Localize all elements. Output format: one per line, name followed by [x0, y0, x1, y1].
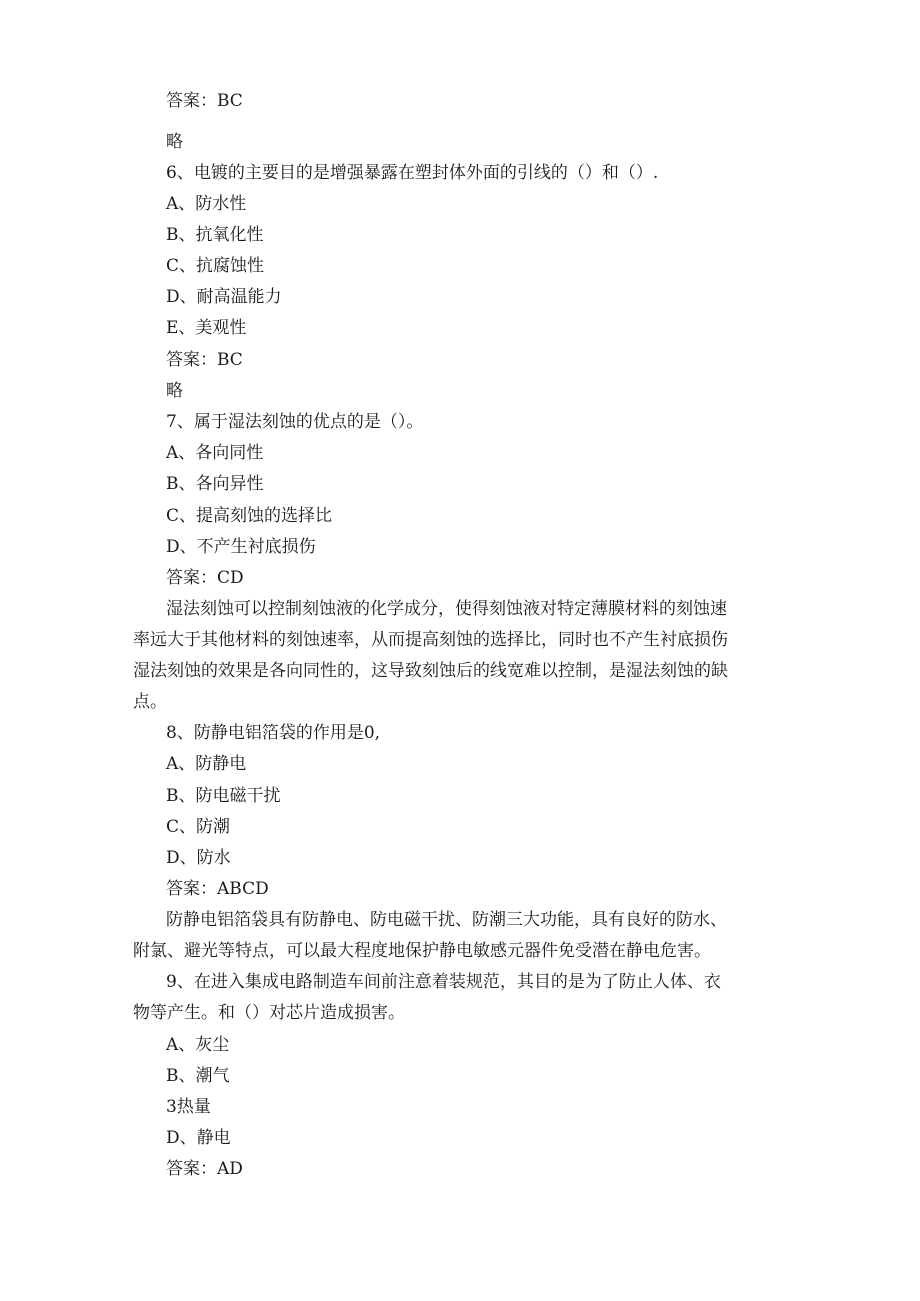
explanation-q7-line-2: 率远大于其他材料的刻蚀速率，从而提高刻蚀的选择比，同时也不产生衬底损伤: [133, 630, 728, 650]
answer-q7: 答案：CD: [166, 568, 244, 588]
question-8: 8、防静电铝箔袋的作用是0,: [166, 723, 381, 743]
option-q9-b: B、潮气: [166, 1066, 230, 1086]
option-q6-c: C、抗腐蚀性: [166, 256, 265, 276]
option-q8-d: D、防水: [166, 848, 231, 868]
explanation-q7-line-3: 湿法刻蚀的效果是各向同性的，这导致刻蚀后的线宽难以控制，是湿法刻蚀的缺: [133, 661, 728, 681]
option-q7-a: A、各向同性: [166, 443, 264, 463]
question-9-line-1: 9、在进入集成电路制造车间前注意着装规范，其目的是为了防止人体、衣: [166, 972, 721, 992]
option-q8-a: A、防静电: [166, 754, 247, 774]
explanation-q8-line-2: 附氯、避光等特点，可以最大程度地保护静电敏感元器件免受潜在静电危害。: [133, 941, 711, 961]
option-q8-b: B、防电磁干扰: [166, 786, 281, 806]
option-q9-d: D、静电: [166, 1128, 231, 1148]
option-q6-a: A、防水性: [166, 194, 247, 214]
answer-q9: 答案：AD: [166, 1159, 243, 1179]
question-9-line-2: 物等产生。和（）对芯片造成损害。: [133, 1003, 405, 1023]
option-q9-a: A、灰尘: [166, 1035, 230, 1055]
explanation-q7-line-1: 湿法刻蚀可以控制刻蚀液的化学成分，使得刻蚀液对特定薄膜材料的刻蚀速: [166, 599, 727, 619]
explanation-q7-line-4: 点。: [133, 692, 167, 712]
answer-q6: 答案：BC: [166, 350, 243, 370]
option-q7-d: D、不产生衬底损伤: [166, 537, 316, 557]
option-q7-c: C、提高刻蚀的选择比: [166, 506, 333, 526]
question-7: 7、属于湿法刻蚀的优点的是（）。: [166, 412, 424, 432]
option-q6-b: B、抗氧化性: [166, 225, 264, 245]
option-q7-b: B、各向异性: [166, 474, 264, 494]
option-q8-c: C、防潮: [166, 817, 231, 837]
explanation-q5: 略: [166, 132, 183, 152]
explanation-q8-line-1: 防静电铝箔袋具有防静电、防电磁干扰、防潮三大功能，具有良好的防水、: [166, 910, 727, 930]
question-6: 6、电镀的主要目的是增强暴露在塑封体外面的引线的（）和（）.: [166, 163, 659, 183]
option-q6-e: E、美观性: [166, 318, 247, 338]
answer-q8: 答案：ABCD: [166, 879, 269, 899]
option-q6-d: D、耐高温能力: [166, 287, 282, 307]
option-q9-c: 3热量: [166, 1097, 211, 1117]
answer-q5: 答案：BC: [166, 91, 243, 111]
explanation-q6: 略: [166, 381, 183, 401]
